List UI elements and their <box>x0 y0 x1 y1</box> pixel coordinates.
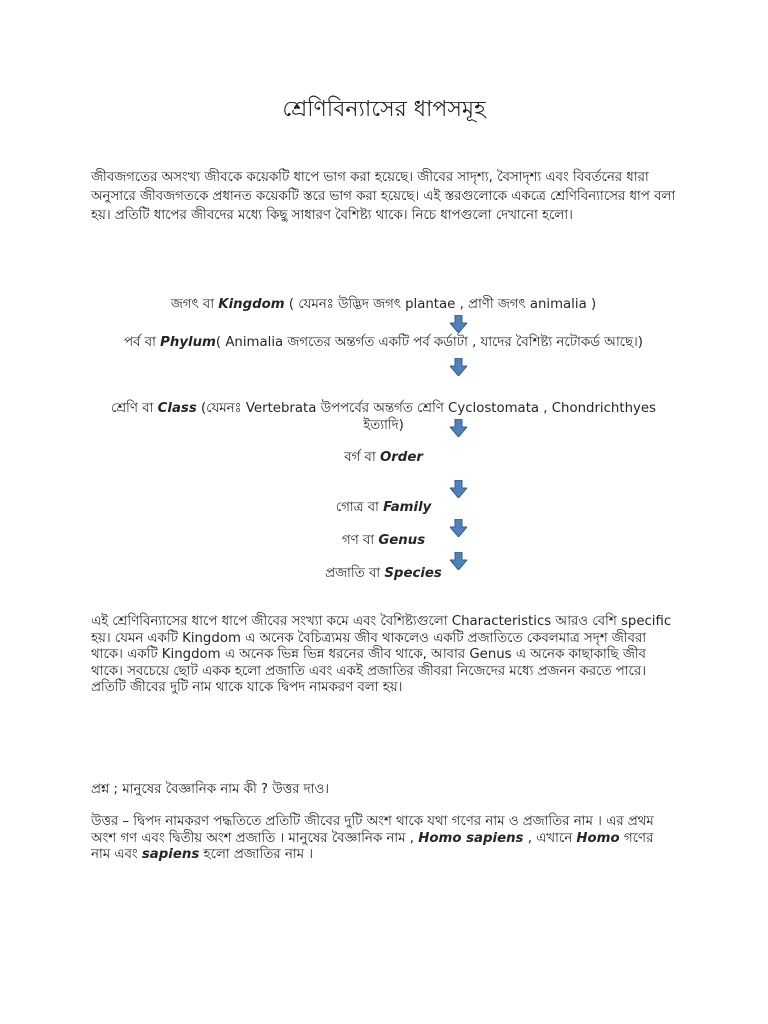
level-species: প্রজাতি বা Species <box>325 566 442 581</box>
species-name: sapiens <box>141 847 200 863</box>
level-phylum: পর্ব বা Phylum( Animalia জগতের অন্তর্গত একটি পর্ব কর্ডাটা , যাদের বৈশিষ্ট্য নটোকর্ড আছে।) <box>123 335 643 350</box>
explanation-paragraph: এই শ্রেণিবিন্যাসের ধাপে ধাপে জীবের সংখ্যা কমে এবং বৈশিষ্ট্যগুলো Characteristics আরও বেশি specific হয়। যেমন একটি Kingdom এ অনেক বৈচিত্র্যময় জীব থাকলেও একটি প্রজাতিতে কেবলমাত্র সদৃশ জীবরা থাকে। একটি Kingdom এ অনেক ভিন্ন ভিন্ন ধরনের জীব থাকে, আবার Genus এ অনেক কাছাকাছি জীব থাকে। সবচেয়ে ছোট একক হলো প্রজাতি এবং একই প্রজাতির জীবরা নিজেদের মধ্যে প্রজনন করতে পারে। প্রতিটি জীবের দুটি নাম থাকে যাকে দ্বিপদ নামকরণ বলা হয়। <box>91 614 672 696</box>
level-family: গোত্র বা Family <box>335 500 432 515</box>
arrow <box>450 419 467 437</box>
level-order: বর্গ বা Order <box>344 450 423 465</box>
genus-name: Homo <box>576 830 620 846</box>
scientific-name: Homo sapiens <box>418 830 524 846</box>
page-title: শ্রেণিবিন্যাসের ধাপসমূহ <box>282 97 486 122</box>
arrow <box>450 315 467 333</box>
arrow <box>450 480 467 498</box>
answer: উত্তর – দ্বিপদ নামকরণ পদ্ধতিতে প্রতিটি জীবের দুটি অংশ থাকে যথা গণের নাম ও প্রজাতির নাম । এর প্রথম অংশ গণ এবং দ্বিতীয় অংশ প্রজাতি । মানুষের বৈজ্ঞানিক নাম , Homo sapiens , এখানে Homo গণের নাম এবং sapiens হলো প্রজাতির নাম । <box>91 814 654 863</box>
intro-paragraph: জীবজগতের অসংখ্য জীবকে কয়েকটি ধাপে ভাগ করা হয়েছে। জীবের সাদৃশ্য, বৈসাদৃশ্য এবং বিবর্তনের ধারা অনুসারে জীবজগতকে প্রধানত কয়েকটি স্তরে ভাগ করা হয়েছে। এই স্তরগুলোকে একত্রে শ্রেণিবিন্যাসের ধাপ বলা হয়। প্রতিটি ধাপের জীবদের মধ্যে কিছু সাধারণ বৈশিষ্ট্য থাকে। নিচে ধাপগুলো দেখানো হলো। <box>91 170 676 224</box>
level-genus: গণ বা Genus <box>341 533 426 548</box>
arrow <box>450 358 467 376</box>
level-kingdom: জগৎ বা Kingdom ( যেমনঃ উদ্ভিদ জগৎ plantae , প্রাণী জগৎ animalia ) <box>170 297 597 312</box>
level-class: শ্রেণি বা Class (যেমনঃ Vertebrata উপপর্বের অন্তর্গত শ্রেণি Cyclostomata , Chondrichthyes ইত্যাদি) <box>111 401 656 433</box>
question: প্রশ্ন ; মানুষের বৈজ্ঞানিক নাম কী ? উত্তর দাও। <box>91 782 330 797</box>
